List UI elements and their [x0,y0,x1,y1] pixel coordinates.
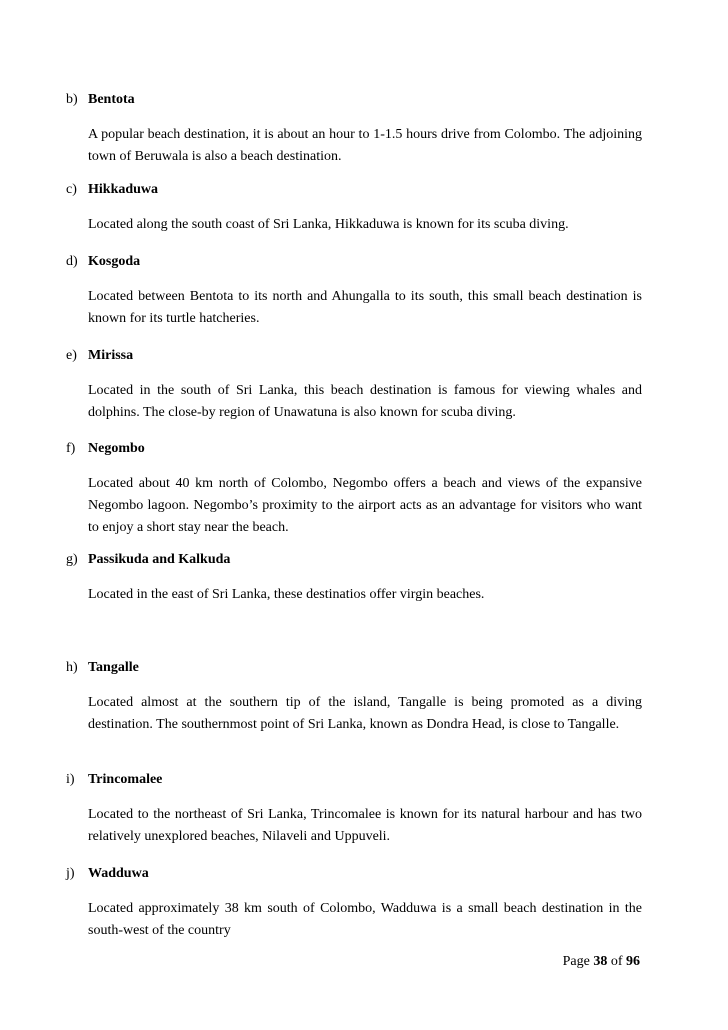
section-bentota [66,91,642,168]
section-label: g) [66,552,78,567]
section-label: i) [66,772,75,787]
section-label: c) [66,182,77,197]
section-label: f) [66,441,76,456]
page-of: of [610,954,623,969]
section-title: Bentota [88,92,135,107]
page-prefix: Page [562,954,590,969]
section-title: Passikuda and Kalkuda [88,552,231,567]
section-text: Located in the south of Sri Lanka, this beach destination is famous for viewing whales and dolphins. The close-by region of Unawatuna is also known for scuba diving. [88,383,642,420]
section-label: h) [66,660,78,675]
page-total: 96 [626,954,640,969]
section-title: Negombo [88,441,145,456]
section-text: Located about 40 km north of Colombo, Negombo offers a beach and views of the expansive Negombo lagoon. Negombo’s proximity to the airport acts as an advantage for visitors who want to enjoy a short stay near the beach. [88,476,642,535]
section-label: b) [66,92,78,107]
section-text: Located almost at the southern tip of the island, Tangalle is being promoted as a diving destination. The southernmost point of Sri Lanka, known as Dondra Head, is close to Tangalle. [88,695,642,732]
section-text: Located to the northeast of Sri Lanka, Trincomalee is known for its natural harbour and has two relatively unexplored beaches, Nilaveli and Uppuveli. [88,807,642,844]
section-label: j) [66,866,75,881]
section-text: Located between Bentota to its north and Ahungalla to its south, this small beach destination is known for its turtle hatcheries. [88,289,642,326]
section-negombo [66,440,642,539]
page-number [563,953,640,971]
section-title: Kosgoda [88,254,141,269]
section-text: Located approximately 38 km south of Colombo, Wadduwa is a small beach destination in the south-west of the country [88,901,642,938]
section-title: Tangalle [88,660,139,675]
section-trincomalee [66,771,642,848]
section-title: Mirissa [88,348,134,363]
section-hikkaduwa [66,181,642,236]
section-wadduwa [66,865,642,942]
section-kosgoda [66,253,642,330]
section-label: d) [66,254,78,269]
section-title: Wadduwa [88,866,149,881]
section-passikuda [66,551,642,606]
section-text: Located in the east of Sri Lanka, these destinatios offer virgin beaches. [88,587,485,602]
page-current: 38 [593,954,608,969]
section-label: e) [66,348,77,363]
section-title: Trincomalee [88,772,163,787]
section-mirissa [66,347,642,424]
section-title: Hikkaduwa [88,182,159,197]
section-text: Located along the south coast of Sri Lanka, Hikkaduwa is known for its scuba diving. [88,217,569,232]
section-tangalle [66,659,642,736]
section-text: A popular beach destination, it is about an hour to 1-1.5 hours drive from Colombo. The adjoining town of Beruwala is also a beach destination. [88,127,642,164]
